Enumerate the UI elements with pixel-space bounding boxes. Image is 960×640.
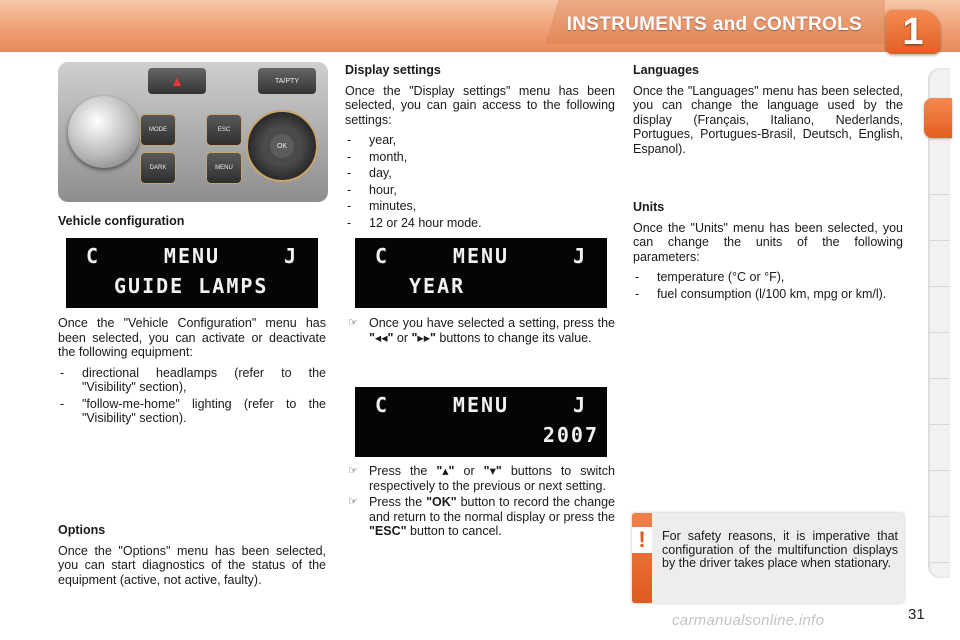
units-intro: Once the "Units" menu has been selected, you can change the units of the following parameters:	[633, 220, 903, 264]
lcd-guide-lamps	[66, 238, 318, 308]
tab-chapter-4[interactable]	[930, 240, 950, 287]
tab-chapter-6[interactable]	[930, 332, 950, 379]
lcd-menu-label: MENU	[163, 244, 221, 268]
page-number: 31	[908, 606, 925, 623]
list-item: - directional headlamps (refer to the "Visibility" section),	[58, 366, 326, 395]
tab-chapter-2[interactable]	[930, 148, 950, 195]
lcd-bracket-left: C	[375, 244, 390, 268]
display-settings-list	[345, 133, 615, 230]
navigate-instructions	[345, 464, 615, 541]
navigation-pad	[246, 110, 318, 182]
vehicle-config-body	[58, 316, 326, 428]
pointing-hand-icon: ☞	[348, 317, 358, 329]
ta-pty-button: TA/PTY	[258, 68, 316, 94]
lcd-menu-label: MENU	[452, 393, 510, 417]
vehicle-config-list	[58, 366, 326, 426]
units-block	[633, 200, 903, 303]
volume-knob	[68, 96, 140, 168]
pointing-hand-icon: ☞	[348, 496, 358, 508]
lcd-2007	[355, 387, 607, 457]
esc-button: ESC	[206, 114, 242, 146]
options-block	[58, 523, 326, 593]
list-item: - fuel consumption (l/100 km, mpg or km/l).	[633, 287, 903, 302]
lcd-bracket-left: C	[86, 244, 101, 268]
lcd-bracket-right: J	[283, 244, 298, 268]
tab-chapter-1[interactable]	[924, 98, 952, 138]
tab-chapter-8[interactable]	[930, 424, 950, 471]
list-item: - year,	[345, 133, 615, 148]
options-heading: Options	[58, 523, 106, 537]
pointing-hand-icon: ☞	[348, 465, 358, 477]
lcd-year	[355, 238, 607, 308]
list-item: ☞ Press the "▴" or "▾" buttons to switch respectively to the previous or next setting.	[348, 464, 615, 493]
list-item: - temperature (°C or °F),	[633, 270, 903, 285]
lcd-menu-label: MENU	[452, 244, 510, 268]
lcd-bracket-right: J	[572, 393, 587, 417]
chapter-number: 1	[902, 10, 924, 53]
lcd-guide-lamps-text: GUIDE LAMPS	[114, 274, 269, 298]
vehicle-config-heading-block	[58, 214, 326, 235]
display-settings-heading: Display settings	[345, 63, 441, 77]
hazard-icon: ▲	[148, 68, 206, 94]
list-item: - month,	[345, 150, 615, 165]
page-header	[0, 0, 960, 52]
lcd-year-value: 2007	[542, 423, 599, 447]
tab-chapter-7[interactable]	[930, 378, 950, 425]
ok-button: OK	[270, 134, 294, 158]
display-settings-block	[345, 63, 615, 232]
list-item: ☞ Once you have selected a setting, press the "◂◂" or "▸▸" buttons to change its value.	[348, 316, 615, 345]
languages-heading: Languages	[633, 63, 699, 77]
ok-key: "OK"	[426, 495, 457, 509]
up-arrow-key: "▴"	[436, 464, 455, 478]
lcd-year-text: YEAR	[409, 274, 466, 298]
safety-warning-box	[632, 513, 904, 603]
display-settings-intro: Once the "Display settings" menu has been selected, you can gain access to the following settings:	[345, 83, 615, 127]
warning-icon: !	[632, 527, 652, 553]
dark-button: DARK	[140, 152, 176, 184]
change-value-instruction	[345, 316, 615, 347]
lcd-bracket-right: J	[572, 244, 587, 268]
chapter-tabs	[928, 68, 950, 578]
tab-chapter-3[interactable]	[930, 194, 950, 241]
tab-chapter-9[interactable]	[930, 470, 950, 517]
lcd-bracket-left: C	[375, 393, 390, 417]
languages-text: Once the "Languages" menu has been selected, you can change the language used by the display (Français, Italiano, Nederlands, Portugues, Portugues-Brasil, Deutsch, English, Espanol).	[633, 83, 903, 156]
list-item: - minutes,	[345, 199, 615, 214]
chapter-badge	[886, 10, 940, 54]
list-item: - "follow-me-home" lighting (refer to the "Visibility" section).	[58, 397, 326, 426]
left-arrows-key: "◂◂"	[369, 330, 394, 345]
warning-text: For safety reasons, it is imperative that configuration of the multifunction displays by the driver takes place when stationary.	[662, 529, 898, 570]
units-list	[633, 270, 903, 301]
tab-chapter-5[interactable]	[930, 286, 950, 333]
languages-block	[633, 63, 903, 162]
list-item: ☞ Press the "OK" button to record the change and return to the normal display or press the "ESC" button to cancel.	[348, 495, 616, 538]
options-text: Once the "Options" menu has been selected, you can start diagnostics of the status of the equipment (active, not active, faulty).	[58, 543, 326, 587]
down-arrow-key: "▾"	[483, 464, 502, 478]
control-panel-image	[58, 62, 328, 202]
list-item: - 12 or 24 hour mode.	[345, 216, 615, 231]
watermark: carmanualsonline.info	[672, 612, 825, 629]
mode-button: MODE	[140, 114, 176, 146]
vehicle-config-intro: Once the "Vehicle Configuration" menu has been selected, you can activate or deactivate the following equipment:	[58, 316, 326, 359]
menu-button: MENU	[206, 152, 242, 184]
right-arrows-key: "▸▸"	[411, 330, 436, 345]
vehicle-config-heading: Vehicle configuration	[58, 214, 185, 228]
esc-key: "ESC"	[369, 524, 407, 538]
list-item: - hour,	[345, 183, 615, 198]
tab-chapter-10[interactable]	[930, 516, 950, 563]
units-heading: Units	[633, 200, 665, 214]
list-item: - day,	[345, 166, 615, 181]
page-title: INSTRUMENTS and CONTROLS	[566, 14, 862, 35]
